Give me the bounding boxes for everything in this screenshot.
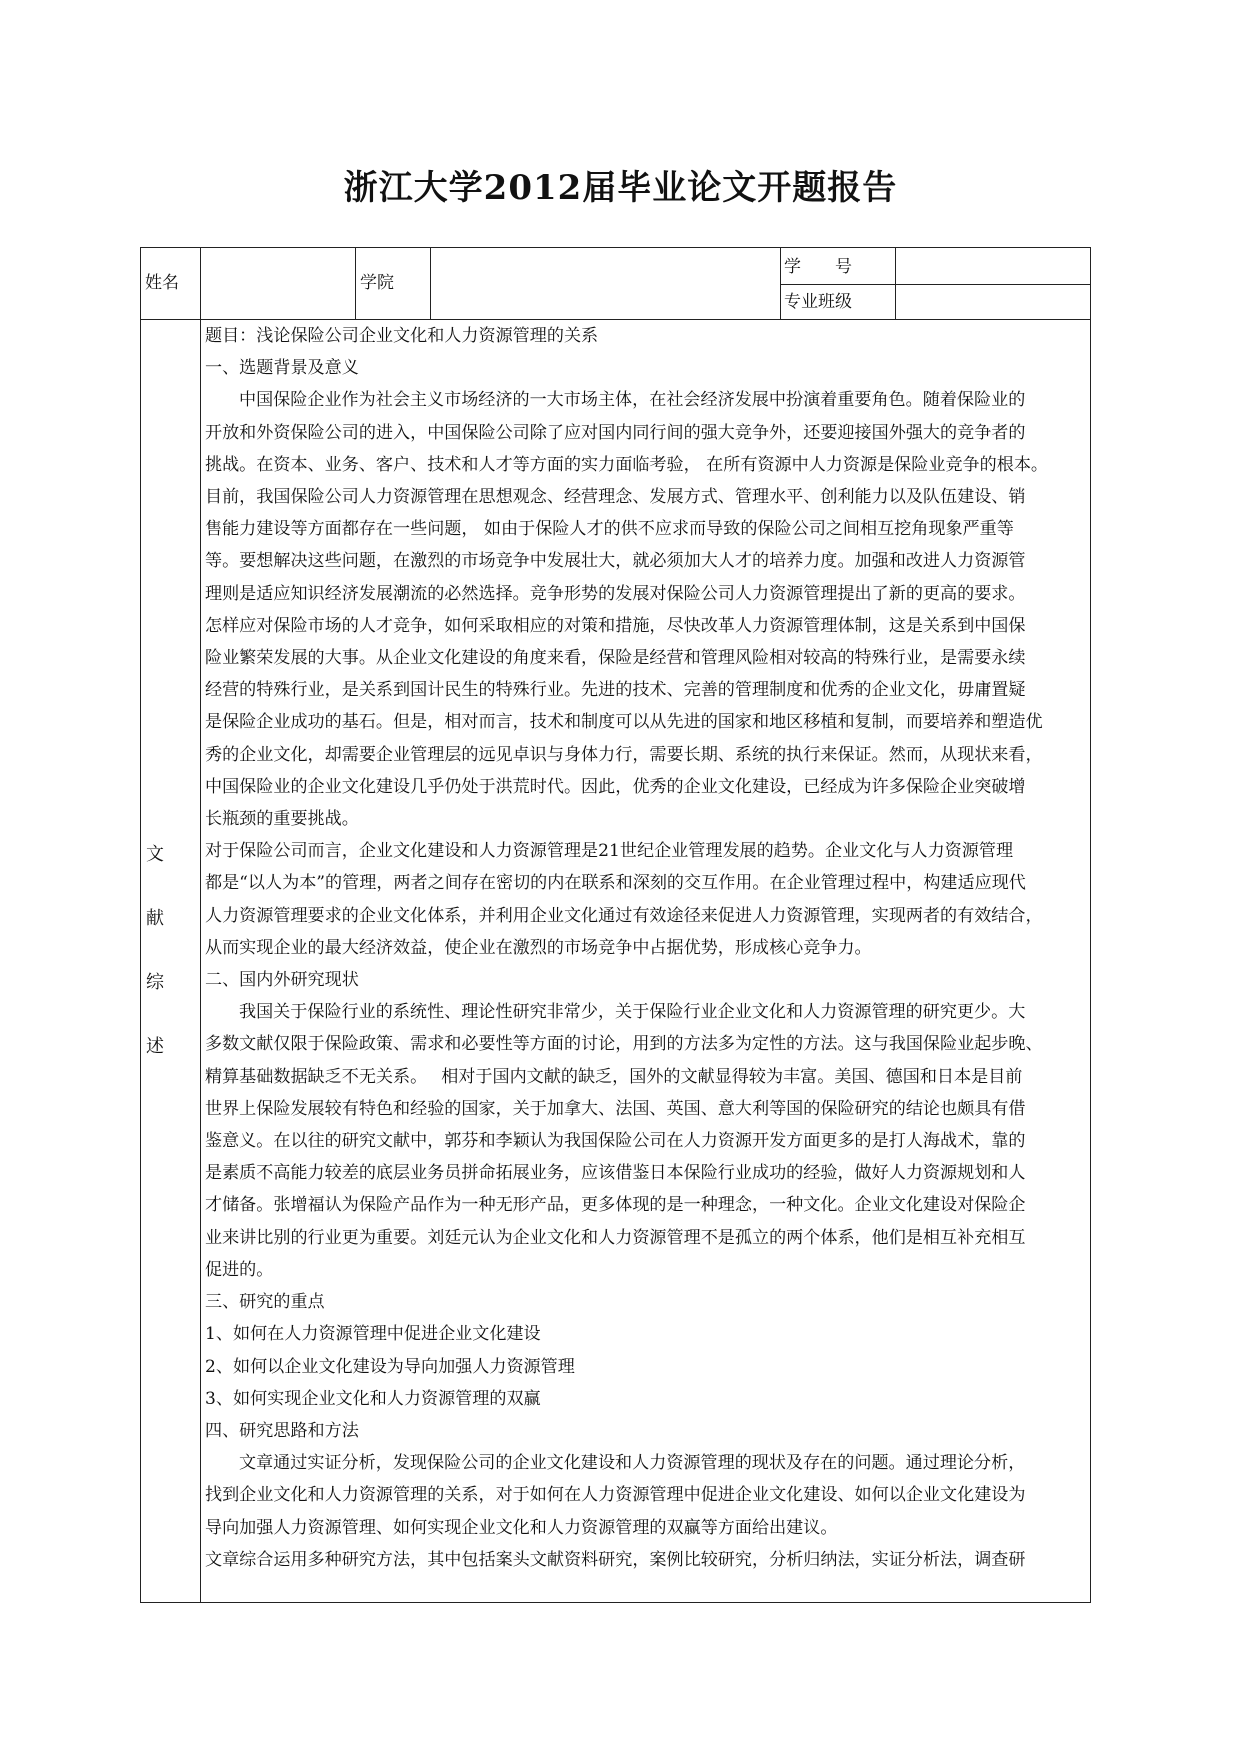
text-line: 秀的企业文化，却需要企业管理层的远见卓识与身体力行，需要长期、系统的执行来保证。然而，从现状来看， [205,744,1043,765]
text-line: 鉴意义。在以往的研究文献中，郭芬和李颖认为我国保险公司在人力资源开发方面更多的是打人海战术，靠的 [205,1131,1026,1152]
text-line: 开放和外资保险公司的进入，中国保险公司除了应对国内同行间的强大竞争外，还要迎接国外强大的竞争者的 [205,422,1026,443]
class-label: 专业班级 [784,292,852,312]
col-divider-2 [355,247,356,319]
literature-review-content [205,320,1093,1602]
text-line: 文章通过实证分析，发现保险公司的企业文化建设和人力资源管理的现状及存在的问题。通过理论分析， [239,1453,1026,1474]
college-value-field[interactable] [431,248,779,318]
text-line: 都是“以人为本”的管理，两者之间存在密切的内在联系和深刻的交互作用。在企业管理过程中，构建适应现代 [205,873,1026,894]
text-line: 险业繁荣发展的大事。从企业文化建设的角度来看，保险是经营和管理风险相对较高的特殊行业，是需要永续 [205,648,1026,669]
side-label-char: 献 [146,908,164,929]
text-line: 目前，我国保险公司人力资源管理在思想观念、经营理念、发展方式、管理水平、创利能力以及队伍建设、销 [205,487,1026,508]
section-heading: 三、研究的重点 [205,1292,325,1313]
name-label: 姓名 [145,273,179,293]
college-label: 学院 [360,273,394,293]
section-heading: 二、国内外研究现状 [205,970,359,991]
student-id-label: 学 号 [784,257,852,277]
text-line: 精算基础数据缺乏不无关系。 相对于国内文献的缺乏，国外的文献显得较为丰富。美国、德国和日本是目前 [205,1066,1023,1087]
side-label-char: 述 [146,1036,164,1057]
topic-title: 题目：浅论保险公司企业文化和人力资源管理的关系 [205,326,599,346]
side-label-char: 文 [146,844,164,865]
text-line: 我国关于保险行业的系统性、理论性研究非常少，关于保险行业企业文化和人力资源管理的研究更少。大 [239,1002,1026,1023]
text-line: 售能力建设等方面都存在一些问题， 如由于保险人才的供不应求而导致的保险公司之间相互挖角现象严重等 [205,519,1014,540]
section-heading: 一、选题背景及意义 [205,358,359,379]
text-line: 才储备。张增福认为保险产品作为一种无形产品，更多体现的是一种理念，一种文化。企业文化建设对保险企 [205,1195,1026,1216]
name-value-field[interactable] [201,248,354,318]
text-line: 促进的。 [205,1259,274,1280]
text-line: 中国保险业的企业文化建设几乎仍处于洪荒时代。因此，优秀的企业文化建设，已经成为许多保险企业突破增 [205,776,1026,797]
side-label-char: 综 [146,972,164,993]
text-line: 是素质不高能力较差的底层业务员拼命拓展业务，应该借鉴日本保险行业成功的经验，做好人力资源规划和人 [205,1163,1026,1184]
list-item: 1、如何在人力资源管理中促进企业文化建设 [205,1324,541,1345]
text-line: 文章综合运用多种研究方法，其中包括案头文献资料研究，案例比较研究，分析归纳法，实证分析法，调查研 [205,1549,1026,1570]
text-line: 是保险企业成功的基石。但是，相对而言，技术和制度可以从先进的国家和地区移植和复制，而要培养和塑造优 [205,712,1043,733]
page-title: 浙江大学2012届毕业论文开题报告 [343,168,898,208]
text-line: 导向加强人力资源管理、如何实现企业文化和人力资源管理的双赢等方面给出建议。 [205,1517,838,1538]
list-item: 3、如何实现企业文化和人力资源管理的双赢 [205,1388,541,1409]
text-line: 对于保险公司而言，企业文化建设和人力资源管理是21世纪企业管理发展的趋势。企业文化与人力资源管理 [205,841,1014,862]
text-line: 从而实现企业的最大经济效益，使企业在激烈的市场竞争中占据优势，形成核心竞争力。 [205,937,872,958]
student-id-value-field[interactable] [896,248,1090,283]
text-line: 找到企业文化和人力资源管理的关系，对于如何在人力资源管理中促进企业文化建设、如何以企业文化建设为 [205,1485,1026,1506]
text-line: 世界上保险发展较有特色和经验的国家，关于加拿大、法国、英国、意大利等国的保险研究的结论也颇具有借 [205,1098,1026,1119]
col-divider-4 [780,247,781,319]
class-value-field[interactable] [896,285,1090,318]
text-line: 挑战。在资本、业务、客户、技术和人才等方面的实力面临考验， 在所有资源中人力资源是保险业竞争的根本。 [205,454,1049,475]
text-line: 业来讲比别的行业更为重要。刘廷元认为企业文化和人力资源管理不是孤立的两个体系，他们是相互补充相互 [205,1227,1026,1248]
text-line: 理则是适应知识经济发展潮流的必然选择。竞争形势的发展对保险公司人力资源管理提出了新的更高的要求。 [205,583,1026,604]
text-line: 长瓶颈的重要挑战。 [205,809,359,830]
text-line: 中国保险企业作为社会主义市场经济的一大市场主体，在社会经济发展中扮演着重要角色。随着保险业的 [239,390,1026,411]
section-heading: 四、研究思路和方法 [205,1420,359,1441]
text-line: 多数文献仅限于保险政策、需求和必要性等方面的讨论，用到的方法多为定性的方法。这与我国保险业起步晚、 [205,1034,1043,1055]
text-line: 等。要想解决这些问题，在激烈的市场竞争中发展壮大，就必须加大人才的培养力度。加强和改进人力资源管 [205,551,1026,572]
list-item: 2、如何以企业文化建设为导向加强人力资源管理 [205,1356,575,1377]
text-line: 人力资源管理要求的企业文化体系，并利用企业文化通过有效途径来促进人力资源管理，实现两者的有效结合， [205,905,1043,926]
text-line: 经营的特殊行业，是关系到国计民生的特殊行业。先进的技术、完善的管理制度和优秀的企业文化，毋庸置疑 [205,680,1026,701]
col-divider-1 [200,247,201,1603]
text-line: 怎样应对保险市场的人才竞争，如何采取相应的对策和措施，尽快改革人力资源管理体制，这是关系到中国保 [205,615,1026,636]
